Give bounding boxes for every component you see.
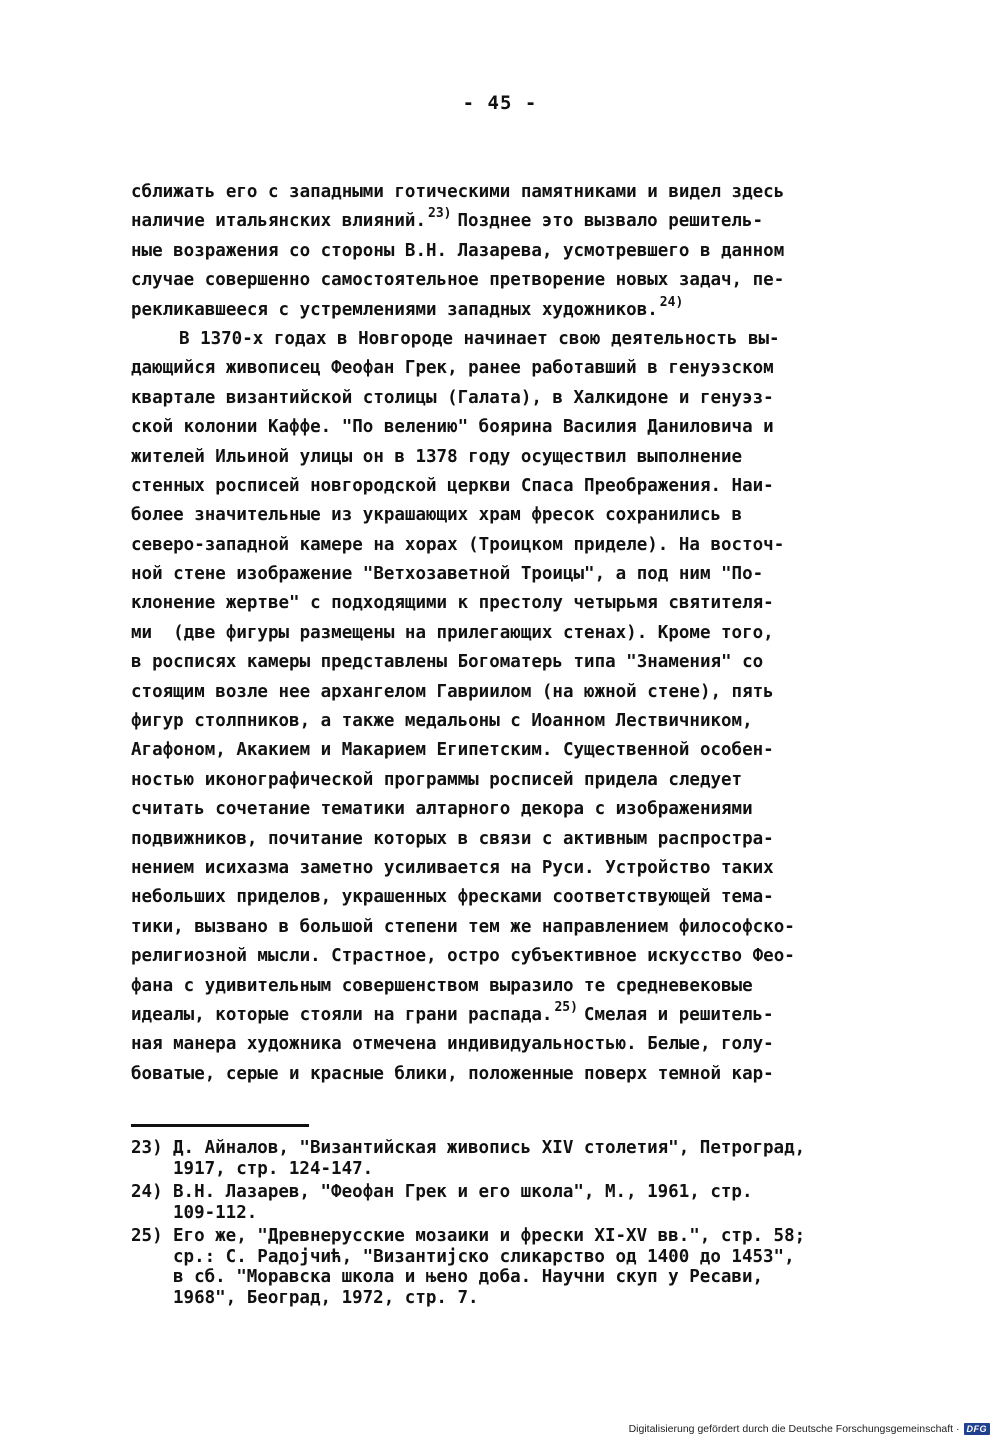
text-line <box>131 178 871 207</box>
footnote <box>131 1138 891 1179</box>
text-segment: квартале византийской столицы (Галата), в Халкидоне и генуэз- <box>131 387 774 408</box>
text-segment: стенных росписей новгородской церкви Спаса Преображения. Наи- <box>131 475 774 496</box>
text-segment: клонение жертве" с подходящими к престолу четырьмя святителя- <box>131 593 774 614</box>
text-line <box>131 913 871 942</box>
text-segment: сближать его с западными готическими памятниками и видел здесь <box>131 182 785 202</box>
text-segment: фана с удивительным совершенством выразило те средневековые <box>131 975 753 996</box>
text-line <box>131 354 871 383</box>
text-segment: случае совершенно самостоятельное претворение новых задач, пе- <box>131 270 785 291</box>
text-segment: боватые, серые и красные блики, положенные поверх темной кар- <box>131 1063 774 1084</box>
text-segment: В 1370-х годах в Новгороде начинает свою деятельность вы- <box>179 328 780 349</box>
text-line <box>131 707 871 736</box>
text-segment: ные возражения со стороны В.Н. Лазарева, усмотревшего в данном <box>131 240 785 261</box>
footnote-number: 25) <box>131 1226 163 1246</box>
text-line <box>131 619 871 648</box>
footnote-number: 24) <box>131 1182 163 1202</box>
text-segment: ной стене изображение "Ветхозаветной Троицы", а под ним "По- <box>131 564 764 585</box>
text-line <box>131 648 871 677</box>
funding-footer <box>629 1423 990 1435</box>
footnote-line: Его же, "Древнерусские мозаики и фрески XI-XV вв.", стр. 58; <box>173 1226 806 1246</box>
footnote-line: 1917, стр. 124-147. <box>173 1158 374 1179</box>
page-number: - 45 - <box>462 92 538 114</box>
text-segment: небольших приделов, украшенных фресками соответствующей тема- <box>131 887 774 908</box>
text-line <box>131 766 871 795</box>
text-segment: фигур столпников, а также медальоны с Иоанном Лествичником, <box>131 711 753 732</box>
text-line <box>131 883 871 912</box>
text-line <box>131 472 871 501</box>
body-text <box>131 178 871 1089</box>
footnote <box>131 1226 891 1308</box>
text-segment: рекликавшееся с устремлениями западных художников. <box>131 299 658 320</box>
text-segment: подвижников, почитание которых в связи с активным распростра- <box>131 828 774 849</box>
text-line <box>131 384 871 413</box>
footnote-text <box>173 1182 752 1223</box>
text-segment: тики, вызвано в большой степени тем же направлением философско- <box>131 916 795 937</box>
footnote-reference: 25) <box>554 999 578 1015</box>
text-segment: религиозной мысли. Страстное, остро субъективное искусство Фео- <box>131 946 795 967</box>
text-segment: Смелая и решитель- <box>583 1004 774 1025</box>
text-segment: северо-западной камере на хорах (Троицком приделе). На восточ- <box>131 534 785 555</box>
text-line <box>131 942 871 971</box>
dfg-logo: DFG <box>964 1423 991 1435</box>
footnote-text <box>173 1226 805 1308</box>
footnote-line: 109-112. <box>173 1202 258 1223</box>
text-segment: ная манера художника отмечена индивидуальностью. Белые, голу- <box>131 1034 774 1055</box>
text-segment: ской колонии Каффе. "По велению" боярина Василия Даниловича и <box>131 417 774 438</box>
footnote <box>131 1182 891 1223</box>
text-line <box>131 266 871 295</box>
text-line <box>131 795 871 824</box>
text-segment: ми (две фигуры размещены на прилегающих стенах). Кроме того, <box>131 622 774 643</box>
footnote-reference: 24) <box>659 294 684 310</box>
text-segment: наличие итальянских влияний. <box>131 211 427 232</box>
text-segment: Агафоном, Акакием и Макарием Египетским. Существенной особен- <box>131 740 774 761</box>
footnote-line: Д. Айналов, "Византийская живопись XIV столетия", Петроград, <box>173 1138 806 1158</box>
text-line <box>131 1060 871 1089</box>
text-line <box>131 854 871 883</box>
text-line <box>131 1030 871 1059</box>
footnote-line: 1968", Београд, 1972, стр. 7. <box>173 1287 479 1308</box>
text-line <box>131 589 871 618</box>
text-segment: жителей Ильиной улицы он в 1378 году осуществил выполнение <box>131 446 743 467</box>
text-line <box>131 501 871 530</box>
text-line <box>131 825 871 854</box>
footnote-number: 23) <box>131 1138 163 1158</box>
text-line <box>131 972 871 1001</box>
footnote-line: в сб. "Моравска школа и њено доба. Научни скуп у Ресави, <box>173 1267 764 1287</box>
footnote-reference: 23) <box>428 206 452 222</box>
text-segment: более значительные из украшающих храм фресок сохранились в <box>131 505 743 526</box>
text-segment: стоящим возле нее архангелом Гавриилом (на южной стене), пять <box>131 681 774 702</box>
text-line <box>131 531 871 560</box>
footnote-divider <box>131 1124 309 1127</box>
text-line <box>131 1001 871 1030</box>
footnote-line: ср.: С. Радојчић, "Византијско сликарство од 1400 до 1453", <box>173 1246 795 1267</box>
text-line <box>131 237 871 266</box>
text-line <box>131 325 871 354</box>
text-line <box>131 413 871 442</box>
text-segment: идеалы, которые стояли на грани распада. <box>131 1004 553 1025</box>
text-segment: ностью иконографической программы росписей придела следует <box>131 769 743 790</box>
text-line <box>131 678 871 707</box>
footnote-text <box>173 1138 805 1179</box>
text-segment: в росписях камеры представлены Богоматерь типа "Знамения" со <box>131 652 764 673</box>
text-segment: дающийся живописец Феофан Грек, ранее работавший в генуэзском <box>131 358 774 379</box>
text-line <box>131 296 871 325</box>
text-segment: считать сочетание тематики алтарного декора с изображениями <box>131 799 753 820</box>
funding-notice: Digitalisierung gefördert durch die Deutsche Forschungsgemeinschaft · <box>628 1423 960 1435</box>
text-line <box>131 207 871 236</box>
text-segment: Позднее это вызвало решитель- <box>457 211 764 232</box>
footnote-line: В.Н. Лазарев, "Феофан Грек и его школа", М., 1961, стр. <box>173 1182 753 1202</box>
text-line <box>131 560 871 589</box>
footnotes <box>131 1138 891 1311</box>
text-line <box>131 443 871 472</box>
text-line <box>131 736 871 765</box>
text-segment: нением исихазма заметно усиливается на Руси. Устройство таких <box>131 857 774 878</box>
